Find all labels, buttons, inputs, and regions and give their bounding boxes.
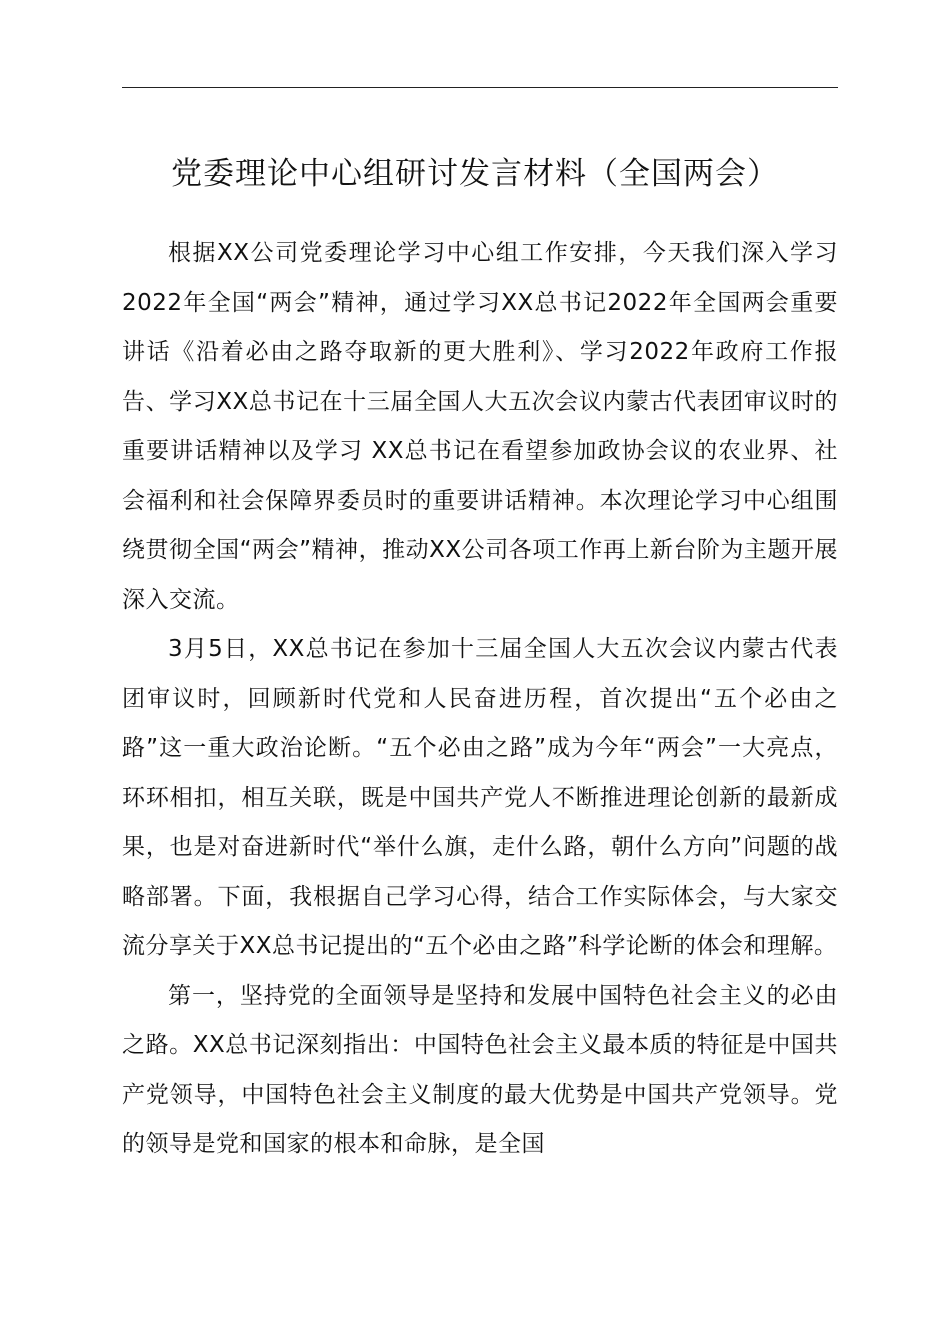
paragraph-first-point: 第一，坚持党的全面领导是坚持和发展中国特色社会主义的必由之路。XX总书记深刻指出：中国特色社会主义最本质的特征是中国共产党领导，中国特色社会主义制度的最大优势是中国共产党领导。党的领导是党和国家的根本和命脉，是全国 bbox=[122, 982, 838, 1157]
document-title: 党委理论中心组研讨发言材料（全国两会） bbox=[171, 156, 779, 192]
header-rule bbox=[122, 87, 838, 88]
paragraph-march-5: 3月5日，XX总书记在参加十三届全国人大五次会议内蒙古代表团审议时，回顾新时代党和人民奋进历程，首次提出“五个必由之路”这一重大政治论断。“五个必由之路”成为今年“两会”一大亮点，环环相扣，相互关联，既是中国共产党人不断推进理论创新的最新成果，也是对奋进新时代“举什么旗，走什么路，朝什么方向”问题的战略部署。下面，我根据自己学习心得，结合工作实际体会，与大家交流分享关于XX总书记提出的“五个必由之路”科学论断的体会和理解。 bbox=[122, 636, 838, 959]
paragraph-intro: 根据XX公司党委理论学习中心组工作安排，今天我们深入学习2022年全国“两会”精神，通过学习XX总书记2022年全国两会重要讲话《沿着必由之路夺取新的更大胜利》、学习2022年政府工作报告、学习XX总书记在十三届全国人大五次会议内蒙古代表团审议时的重要讲话精神以及学习 XX总书记在看望参加政协会议的农业界、社会福利和社会保障界委员时的重要讲话精神。本次理论学习中心组围绕贯彻全国“两会”精神，推动XX公司各项工作再上新台阶为主题开展深入交流。 bbox=[122, 240, 838, 613]
document-body bbox=[122, 229, 838, 1170]
